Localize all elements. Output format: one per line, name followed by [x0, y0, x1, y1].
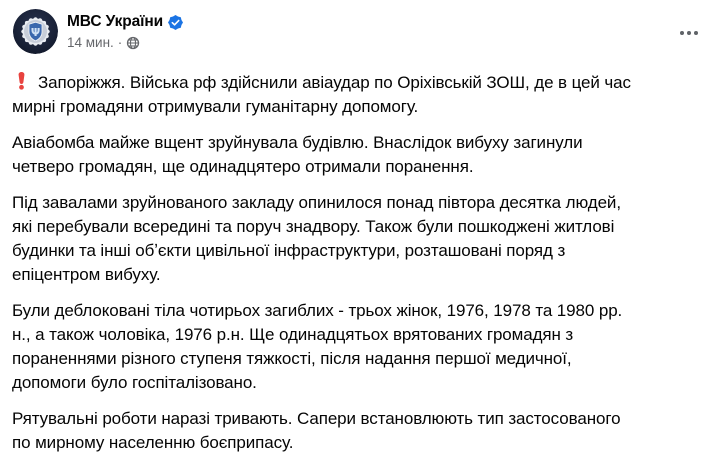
- author-name[interactable]: МВС України: [67, 13, 164, 30]
- post-body: [0, 54, 721, 455]
- post-line: н., а також чоловіка, 1976 р.н. Ще одинадцятьох врятованих громадян з: [12, 325, 574, 344]
- post-line: четверо громадян, ще одинадцятеро отримали поранення.: [12, 157, 474, 176]
- header-text: [67, 9, 673, 51]
- post-line: пораненнями різного ступеня тяжкості, після надання першої медичної,: [12, 349, 572, 368]
- globe-icon: [126, 36, 140, 50]
- post-line: по мирному населенню боєприпасу.: [12, 433, 294, 452]
- svg-text:Ψ: Ψ: [30, 25, 41, 39]
- avatar[interactable]: [13, 9, 58, 54]
- verified-badge-icon: [168, 15, 183, 30]
- post-line: Під завалами зруйнованого закладу опинилося понад півтора десятка людей,: [12, 193, 621, 212]
- post-line: допомоги було госпіталізовано.: [12, 373, 257, 392]
- post-paragraph: [12, 299, 709, 395]
- name-row: [67, 12, 673, 31]
- post-line: мирні громадяни отримували гуманітарну допомогу.: [12, 97, 419, 116]
- meta-row: [67, 34, 673, 51]
- three-dots-icon: [680, 31, 684, 35]
- post-line: епіцентром вибуху.: [12, 265, 161, 284]
- mvs-police-badge-logo-icon: [13, 9, 58, 54]
- post-line: Рятувальні роботи наразі тривають. Сапери встановлюють тип застосованого: [12, 409, 621, 428]
- post-paragraph: [12, 131, 709, 179]
- post-paragraph: [12, 407, 709, 455]
- red-exclamation-emoji: [12, 71, 31, 90]
- post-paragraph: [12, 71, 709, 119]
- post-paragraph: [12, 191, 709, 287]
- more-options-button[interactable]: [673, 21, 705, 45]
- post-line: Запоріжжя. Війська рф здійснили авіаудар по Оріхівській ЗОШ, де в цей час: [38, 73, 631, 92]
- post-header: [0, 0, 721, 54]
- post-line: Авіабомба майже вщент зруйнувала будівлю. Внаслідок вибуху загинули: [12, 133, 583, 152]
- post-line: будинки та інші обʼєкти цивільної інфраструктури, розташовані поряд з: [12, 241, 566, 260]
- meta-separator: ·: [117, 35, 123, 50]
- post-line: Були деблоковані тіла чотирьох загиблих - трьох жінок, 1976, 1978 та 1980 рр.: [12, 301, 623, 320]
- post-timestamp[interactable]: 14 мин.: [67, 35, 114, 50]
- post-line: які перебували всередині та поруч знадвору. Також були пошкоджені житлові: [12, 217, 615, 236]
